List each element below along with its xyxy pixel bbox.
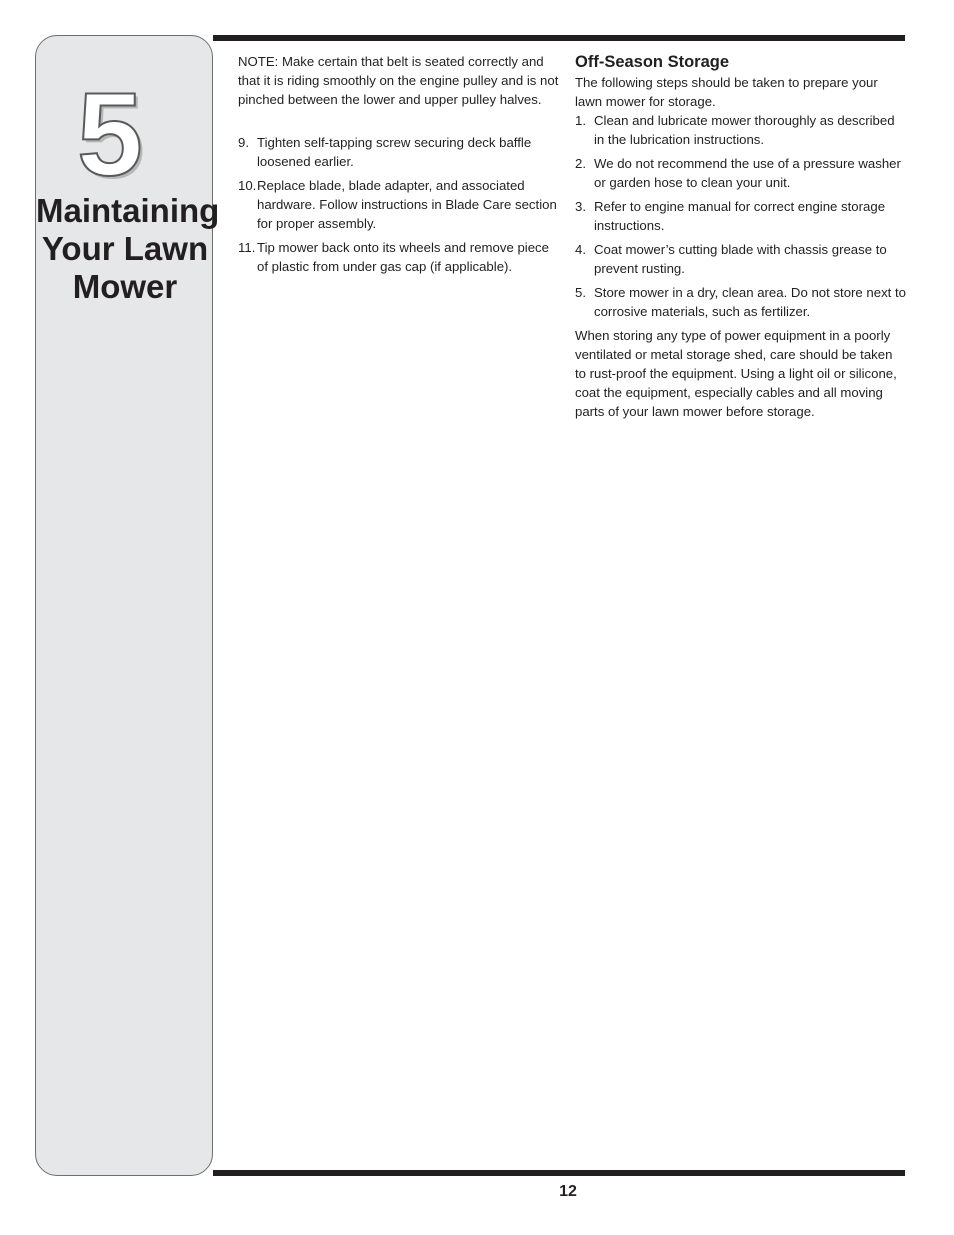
step-text: Replace blade, blade adapter, and associated hardware. Follow instructions in Blade Care section for proper assembly. (257, 178, 557, 231)
list-item (575, 197, 906, 235)
belt-note: NOTE: Make certain that belt is seated correctly and that it is riding smoothly on the engine pulley and is not pinched between the lower and upper pulley halves. (238, 54, 559, 107)
page-number: 12 (559, 1183, 577, 1200)
chapter-title-line: Your Lawn (41, 230, 209, 267)
step-text: Refer to engine manual for correct engine storage instructions. (594, 199, 886, 233)
list-item (575, 154, 906, 192)
step-number: 4. (575, 242, 586, 257)
step-number: 10. (238, 178, 257, 193)
step-text: Clean and lubricate mower thoroughly as described in the lubrication instructions. (594, 113, 895, 147)
step-number: 11. (238, 240, 256, 255)
step-number: 1. (575, 113, 586, 128)
list-item (238, 238, 560, 276)
list-item (575, 240, 906, 278)
section-heading: Off-Season Storage (575, 53, 730, 71)
step-number: 3. (575, 199, 586, 214)
step-text: We do not recommend the use of a pressure washer or garden hose to clean your unit. (594, 156, 901, 190)
step-text: Tighten self-tapping screw securing deck baffle loosened earlier. (257, 135, 532, 169)
list-item (238, 176, 560, 233)
chapter-sidebar (35, 35, 220, 1176)
chapter-title-line: Maintaining (36, 192, 220, 229)
chapter-number: 5 (77, 69, 143, 201)
bottom-rule (213, 1170, 905, 1176)
chapter-title (36, 192, 220, 306)
step-text: Coat mower’s cutting blade with chassis grease to prevent rusting. (594, 242, 887, 276)
step-number: 2. (575, 156, 586, 171)
step-text: Store mower in a dry, clean area. Do not store next to corrosive materials, such as fertilizer. (594, 285, 907, 319)
step-number: 5. (575, 285, 586, 300)
list-item (575, 111, 906, 149)
right-column (575, 52, 906, 421)
step-number: 9. (238, 135, 249, 150)
chapter-title-line: Mower (72, 268, 178, 305)
step-text: Tip mower back onto its wheels and remove piece of plastic from under gas cap (if applicable). (257, 240, 549, 274)
top-rule (213, 35, 905, 41)
list-item (575, 283, 906, 321)
list-item (238, 133, 560, 171)
section-intro: The following steps should be taken to prepare your lawn mower for storage. (575, 75, 878, 109)
storage-closing-paragraph: When storing any type of power equipment in a poorly ventilated or metal storage shed, care should be taken to rust-proof the equipment. Using a light oil or silicone, coat the equipment, especially cables and all moving parts of your lawn mower before storage. (575, 328, 897, 419)
left-column (238, 52, 560, 281)
